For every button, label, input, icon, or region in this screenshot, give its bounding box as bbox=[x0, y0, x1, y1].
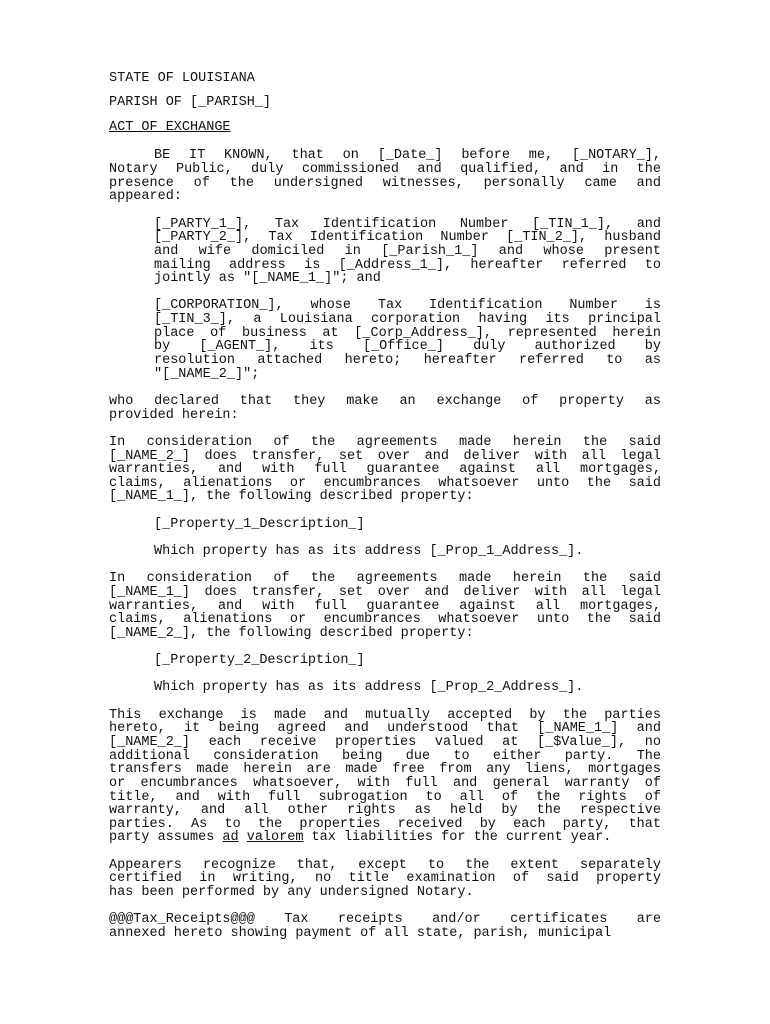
text-line: certified in writing, no title examination of said property bbox=[109, 871, 661, 887]
text-line: jointly as "[_NAME_1_]"; and bbox=[154, 271, 381, 287]
paragraph bbox=[154, 218, 661, 286]
paragraph bbox=[109, 913, 661, 940]
text-line: warranty, and all other rights as held by the respective bbox=[109, 803, 661, 819]
text-line: provided herein: bbox=[109, 407, 239, 423]
text-line: transfers made herein are made free from any liens, mortgages bbox=[109, 762, 661, 778]
text-line: warranties, and with full guarantee against all mortgages, bbox=[109, 598, 661, 614]
text-line: who declared that they make an exchange of property as bbox=[109, 393, 661, 409]
text-line: hereto, it being agreed and understood that [_NAME_1_] and bbox=[109, 721, 661, 737]
ad-valorem-line bbox=[109, 831, 661, 845]
paragraph bbox=[109, 395, 661, 422]
text-line: appeared: bbox=[109, 189, 182, 205]
text-line: parties. As to the properties received by each party, that bbox=[109, 816, 661, 832]
text-line: annexed hereto showing payment of all state, parish, municipal bbox=[109, 925, 612, 941]
text-line: claims, alienations or encumbrances whatsoever unto the said bbox=[109, 475, 661, 491]
text-line: and wife domiciled in [_Parish_1_] and whose present bbox=[154, 243, 661, 259]
text-line: [_PARTY_1_], Tax Identification Number [_TIN_1_], and bbox=[154, 216, 661, 232]
text-line: [_NAME_1_], the following described property: bbox=[109, 489, 474, 505]
text-line: [_NAME_2_] does transfer, set over and deliver with all legal bbox=[109, 448, 661, 464]
text-line: presence of the undersigned witnesses, personally came and bbox=[109, 175, 661, 191]
state-heading: STATE OF LOUISIANA bbox=[109, 71, 255, 86]
text-line: [_NAME_1_] does transfer, set over and deliver with all legal bbox=[109, 584, 661, 600]
text-line: Appearers recognize that, except to the extent separately bbox=[109, 857, 661, 873]
text-line: Notary Public, duly commissioned and qualified, and in the bbox=[109, 162, 661, 178]
text-line: warranties, and with full guarantee against all mortgages, bbox=[109, 462, 661, 478]
text-line: [_Property_1_Description_] bbox=[154, 516, 365, 532]
text-line: claims, alienations or encumbrances whatsoever unto the said bbox=[109, 612, 661, 628]
text-line: @@@Tax_Receipts@@@ Tax receipts and/or certificates are bbox=[109, 912, 661, 928]
paragraph bbox=[109, 149, 661, 204]
parish-heading: PARISH OF [_PARISH_] bbox=[109, 95, 272, 111]
underlined-term: valorem bbox=[246, 830, 304, 846]
text-line: [_NAME_2_] each receive properties valued at [_$Value_], no bbox=[109, 734, 661, 750]
paragraph bbox=[154, 545, 661, 559]
paragraph bbox=[154, 654, 661, 668]
text-line: In consideration of the agreements made herein the said bbox=[109, 434, 661, 450]
text-line: [_Property_2_Description_] bbox=[154, 653, 365, 669]
paragraph bbox=[109, 572, 661, 640]
text-line: [_TIN_3_], a Louisiana corporation having its principal bbox=[154, 312, 661, 328]
text-span: party assumes bbox=[109, 830, 223, 846]
paragraph bbox=[154, 299, 661, 381]
text-line: mailing address is [_Address_1_], hereafter referred to bbox=[154, 257, 661, 273]
text-line: has been performed by any undersigned Notary. bbox=[109, 885, 474, 901]
text-line: Which property has as its address [_Prop_2_Address_]. bbox=[154, 680, 584, 696]
text-line: place of business at [_Corp_Address_], represented herein bbox=[154, 325, 661, 341]
paragraph bbox=[109, 709, 661, 845]
paragraph bbox=[154, 681, 661, 695]
text-span bbox=[239, 830, 247, 845]
text-line: or encumbrances whatsoever, with full and general warranty of bbox=[109, 775, 661, 791]
document-page bbox=[109, 72, 661, 941]
paragraph bbox=[109, 436, 661, 504]
text-line: resolution attached hereto; hereafter referred to as bbox=[154, 353, 661, 369]
paragraph bbox=[154, 518, 661, 532]
text-line: In consideration of the agreements made herein the said bbox=[109, 571, 661, 587]
paragraph bbox=[109, 859, 661, 900]
text-line: "[_NAME_2_]"; bbox=[154, 366, 260, 382]
text-line: BE IT KNOWN, that on [_Date_] before me, [_NOTARY_], bbox=[154, 148, 661, 164]
text-line: This exchange is made and mutually accepted by the parties bbox=[109, 707, 661, 723]
document-body bbox=[109, 149, 661, 940]
underlined-term: ad bbox=[222, 830, 239, 846]
document-title: ACT OF EXCHANGE bbox=[109, 120, 231, 136]
text-line: Which property has as its address [_Prop_1_Address_]. bbox=[154, 544, 584, 559]
text-line: [_PARTY_2_], Tax Identification Number [_TIN_2_], husband bbox=[154, 230, 661, 246]
text-line: by [_AGENT_], its [_Office_] duly authorized by bbox=[154, 339, 661, 355]
text-span: tax liabilities for the current year. bbox=[303, 830, 612, 846]
text-line: additional consideration being due to either party. The bbox=[109, 748, 661, 764]
text-line: title, and with full subrogation to all of the rights of bbox=[109, 789, 661, 805]
text-line: [_CORPORATION_], whose Tax Identification Number is bbox=[154, 298, 661, 314]
text-line: [_NAME_2_], the following described property: bbox=[109, 625, 474, 641]
